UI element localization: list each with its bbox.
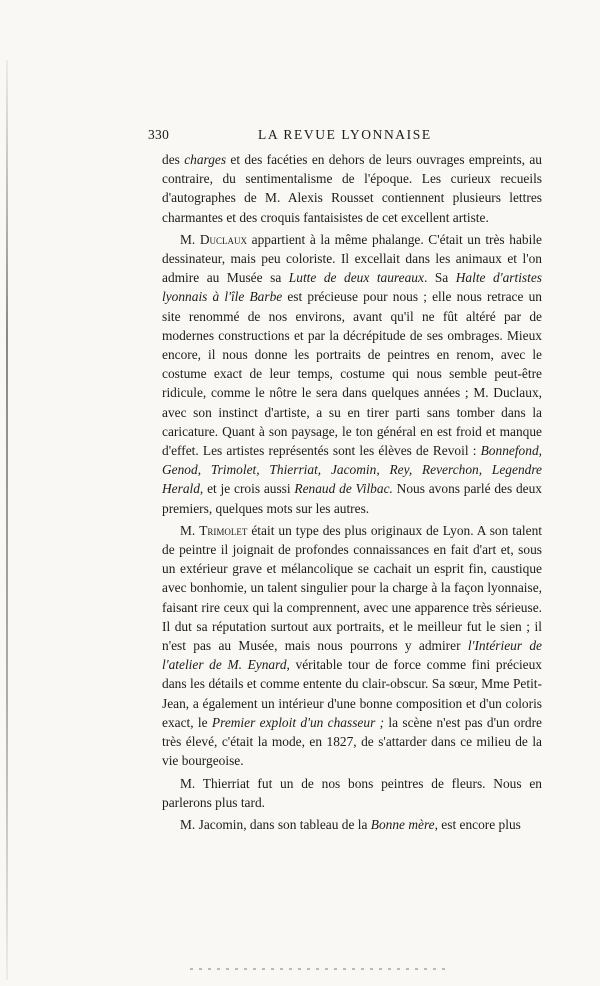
running-title: LA REVUE LYONNAISE <box>258 127 432 142</box>
text-run: appartient à la même phalange. C'était un très habile dessinateur, mais peu coloriste. Il excellait dans les animaux et l'on admire au Musée sa <box>162 231 542 286</box>
paragraph <box>162 774 542 812</box>
italic-text: Halte d'artistes lyonnais à l'île Barbe <box>162 270 543 305</box>
italic-text: l'Intérieur de l'atelier de M. Eynard <box>162 638 542 673</box>
text-run: la scène n'est pas d'un ordre très élevé, c'était la mode, en 1827, de s'attarder dans ce milieu de la vie bourgeoise. <box>162 714 542 769</box>
italic-text: Bonnefond, Genod, Trimolet, Thierriat, Jacomin, Rey, Reverchon, Legendre Herald, <box>162 443 542 497</box>
page-header <box>148 127 540 147</box>
italic-text: Premier exploit d'un chasseur ; <box>211 714 385 730</box>
page-binding-edge <box>6 60 8 980</box>
text-run: et je crois aussi <box>203 481 295 497</box>
text-run: des <box>162 152 185 167</box>
italic-text: charges <box>184 152 227 167</box>
italic-text: Bonne mère <box>370 816 435 832</box>
text-run: , est encore plus <box>434 816 521 832</box>
italic-text: Lutte de deux taureaux <box>288 270 424 286</box>
body-text <box>162 150 542 837</box>
paragraph <box>162 230 542 518</box>
small-caps-name: Duclaux <box>199 231 248 247</box>
text-run: M. Jacomin, dans son tableau de la <box>180 816 371 832</box>
small-caps-name: Trimolet <box>199 522 248 538</box>
text-run: Nous avons parlé des deux premiers, quelques mots sur les autres. <box>162 481 542 516</box>
paragraph <box>162 815 542 834</box>
italic-text: Renaud de Vilbac. <box>294 481 393 497</box>
page-number: 330 <box>148 127 170 142</box>
text-run: et des facéties en dehors de leurs ouvrages empreints, au contraire, du sentimentalisme de l'époque. Les curieux recueils d'autographes de M. Alexis Rousset contiennent plusieurs lettres charmantes et des croquis fantaisistes de cet excellent artiste. <box>162 152 542 225</box>
bottom-rule <box>190 968 450 970</box>
text-run: était un type des plus originaux de Lyon. A son talent de peintre il joignait de profondes connaissances en fait d'art et, sous un extérieur grave et mélancolique se cachait un esprit fin, caustique avec bonhomie, un talent singulier pour la charge à la façon lyonnaise, faisant rire ceux qui la comprennent, avec une apparence très sérieuse. Il dut sa réputation surtout aux portraits, et le meilleur fut le sien ; il n'est pas au Musée, mais nous pourrons y admirer <box>162 522 542 654</box>
text-run: M. <box>180 522 200 538</box>
text-run: M. <box>180 231 200 247</box>
text-run: . Sa <box>423 270 456 286</box>
paragraph <box>162 521 542 771</box>
paragraph <box>162 150 542 227</box>
text-run: , véritable tour de force comme fini précieux dans les détails et comme entente du clair-obscur. Sa sœur, Mme Petit-Jean, a également un intérieur d'une bonne composition et d'un coloris exact, le <box>162 657 543 730</box>
text-run: M. Thierriat fut un de nos bons peintres de fleurs. Nous en parlerons plus tard. <box>162 775 542 810</box>
text-run: est précieuse pour nous ; elle nous retrace un site renommé de nos environs, avant qu'il ne fût altéré par de modernes constructions et par la décrépitude de ses ombrages. Mieux encore, il nous donne les portraits de peintres en renom, avec le costume exact de leur temps, costume qui nous semble peut-être ridicule, comme le nôtre le sera dans quelques années ; M. Duclaux, avec son instinct d'artiste, a su en tirer parti sans tomber dans la caricature. Quant à son paysage, le ton général en est froid et manque d'effet. Les artistes représentés sont les élèves de Revoil : <box>162 289 542 459</box>
